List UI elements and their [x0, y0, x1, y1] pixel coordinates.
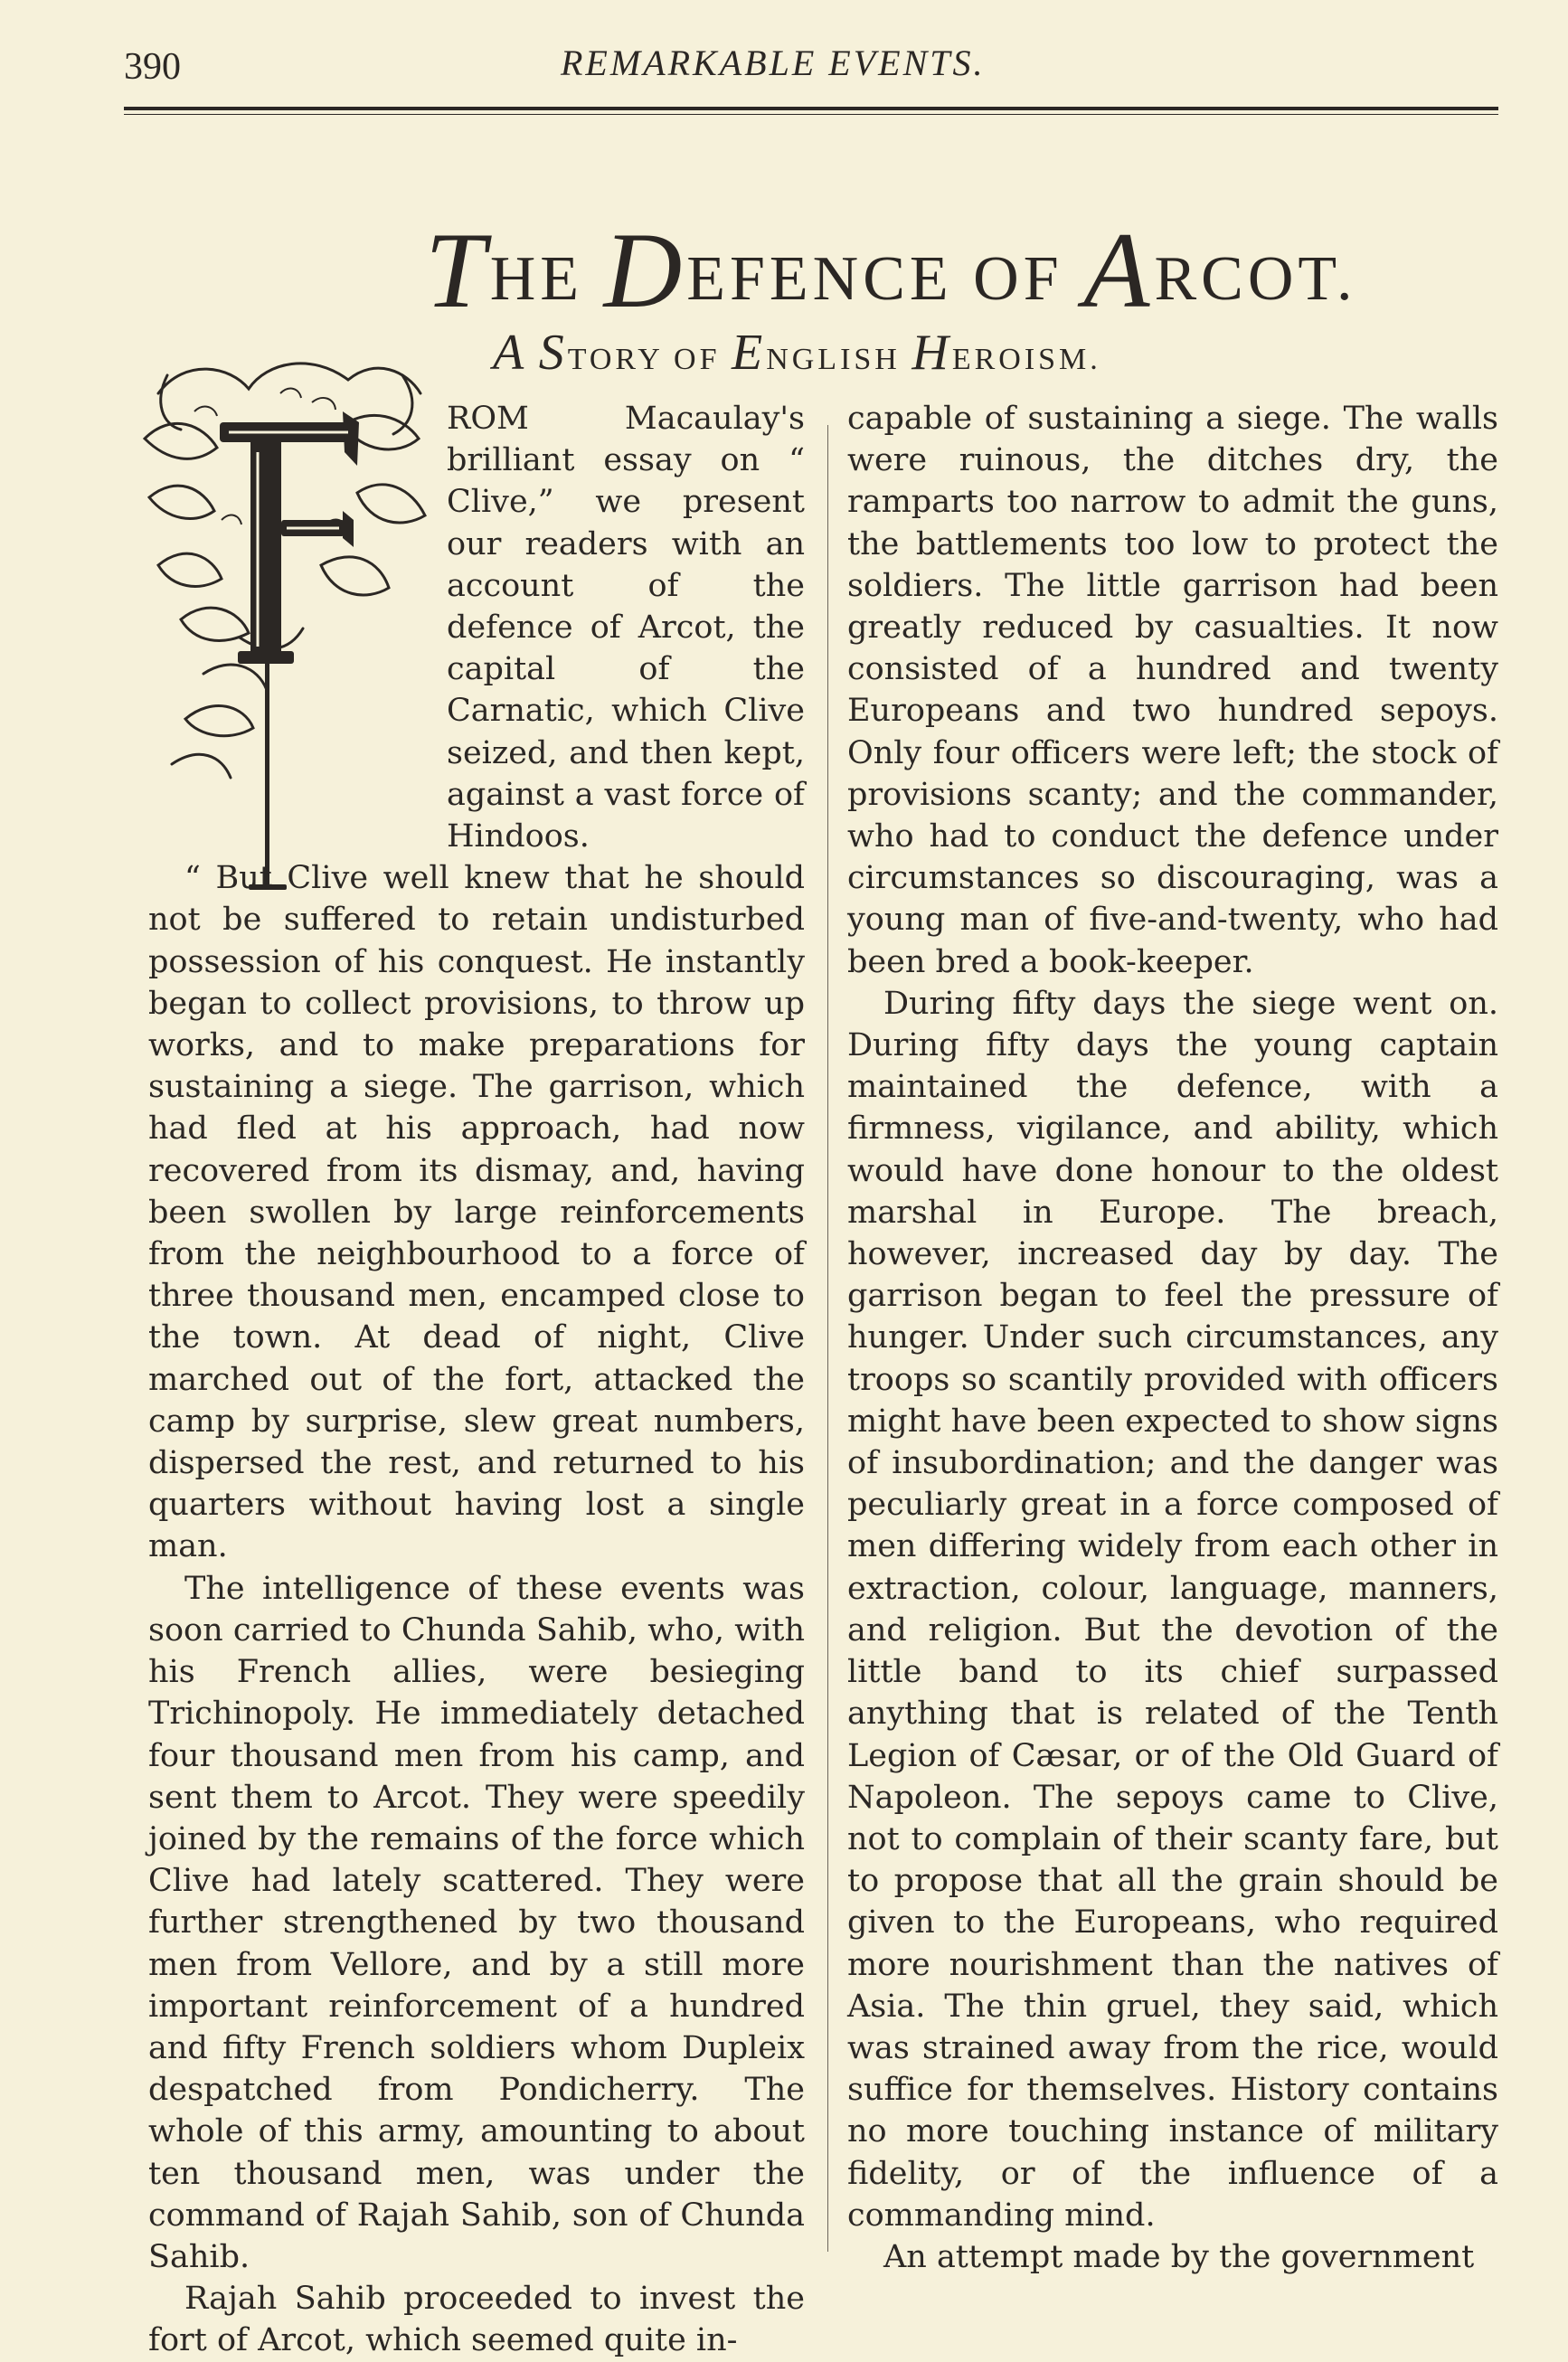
paragraph-clive-conquest: “ But Clive well knew that he should not be suffered to retain undisturbed possession of his conquest. He instantly began to collect provisions, to throw up works, and to make preparations for sustaining a siege. The garrison, which had fled at his approach, had now recovered from its dismay, and, having been swollen by large reinforcements from the neighbourhood to a force of three thousand men, encamped close to the town. At dead of night, Clive marched out of the fort, attacked the camp by surprise, slew great numbers, dispersed the rest, and returned to his quarters without having lost a single man.	[148, 860, 805, 1565]
paragraph-fort-condition: capable of sustaining a siege. The walls were ruinous, the ditches dry, the ramparts too narrow to admit the guns, the battlements too low to protect the soldiers. The little garrison had been greatly reduced by casualties. It now consisted of a hundred and twenty Europeans and two hundred sepoys. Only four officers were left; the stock of provisions scanty; and the commander, who had to conduct the defence under circumstances so discouraging, was a young man of five-and-twenty, who had been bred a book-keeper.	[847, 401, 1498, 980]
header-rule	[124, 107, 1498, 110]
paragraph-government-attempt: An attempt made by the government	[883, 2238, 1475, 2275]
subtitle-word-heroism: EROISM.	[951, 343, 1101, 376]
subtitle-space	[527, 343, 539, 376]
subtitle-initial-h: H	[912, 325, 952, 381]
subtitle-word-english: NGLISH	[766, 343, 912, 376]
title-initial-a: A	[1083, 210, 1155, 330]
article-subtitle	[493, 324, 1101, 382]
page-number: 390	[124, 46, 181, 88]
title-word-arcot: RCOT.	[1154, 244, 1357, 314]
right-column	[847, 398, 1498, 2278]
title-initial-d: D	[603, 210, 687, 330]
paragraph-rajah-sahib: Rajah Sahib proceeded to invest the fort of Arcot, which seemed quite in-	[148, 2281, 805, 2359]
paragraph-siege: During fifty days the siege went on. During fifty days the young captain maintained the defence, with a firmness, vigilance, and ability, which would have done honour to the oldest marshal in Europe. The breach, however, increased day by day. The garrison began to feel the pressure of hunger. Under such circumstances, any troops so scantily provided with officers might have been expected to show signs of insubordination; and the danger was peculiarly great in a force composed of men differing widely from each other in extraction, colour, language, manners, and religion. But the devotion of the little band to its chief surpassed anything that is related of the Tenth Legion of Cæsar, or of the Old Guard of Napoleon. The sepoys came to Clive, not to complain of their scanty fare, but to propose that all the grain should be given to the Europeans, who required more nourishment than the natives of Asia. The thin gruel, they said, which was strained away from the rice, would suffice for themselves. History contains no more touching instance of military fidelity, or of the influence of a commanding mind.	[847, 985, 1498, 2234]
paragraph-chunda-sahib: The intelligence of these events was soon carried to Chunda Sahib, who, with his French allies, were besieging Trichinopoly. He immediately detached four thousand men from his camp, and sent them to Arcot. They were speedily joined by the remains of the force which Clive had lately scattered. They were further strengthened by two thousand men from Vellore, and by a still more important reinforcement of a hundred and fifty French soldiers whom Dupleix despatched from Pondicherry. The whole of this army, amounting to about ten thousand men, was under the command of Rajah Sahib, son of Chunda Sahib.	[148, 1570, 805, 2275]
running-head: REMARKABLE EVENTS.	[561, 43, 986, 83]
column-divider	[827, 425, 828, 2252]
left-column	[148, 398, 805, 2362]
subtitle-initial-s: S	[538, 325, 568, 381]
paragraph-intro: ROM Macaulay's brilliant essay on “ Clive,” we present our readers with an account of the defence of Arcot, the capital of the Carnatic, which Clive seized, and then kept, against a vast force of Hindoos.	[447, 401, 805, 855]
title-word-defence-of: EFENCE OF	[686, 244, 1084, 314]
title-word-the: HE	[489, 244, 604, 314]
header-rule-thin	[124, 114, 1498, 115]
subtitle-initial-e: E	[731, 325, 767, 381]
article-title	[425, 208, 1357, 333]
subtitle-initial-a: A	[493, 325, 528, 381]
subtitle-word-story-of: TORY OF	[567, 343, 732, 376]
title-initial-t: T	[425, 210, 490, 330]
